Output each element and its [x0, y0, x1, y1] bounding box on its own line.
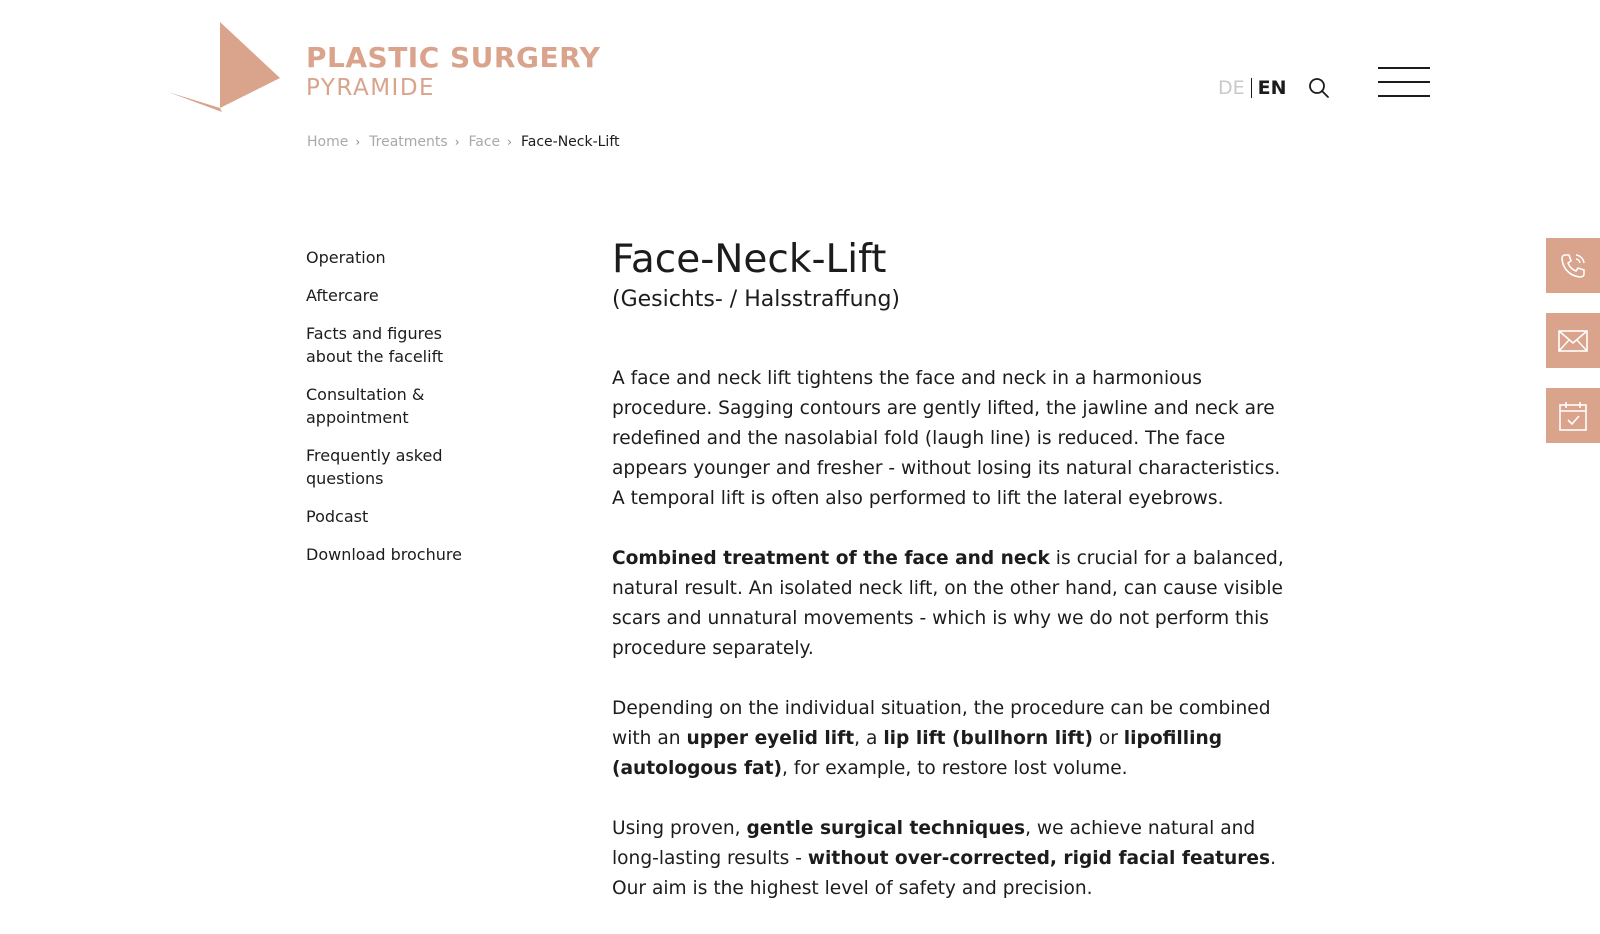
- techniques-paragraph: [612, 814, 1292, 904]
- pyramid-logo-icon: [168, 22, 284, 114]
- chevron-right-icon: ›: [507, 135, 512, 149]
- menu-button[interactable]: [1378, 67, 1430, 97]
- breadcrumb-face[interactable]: Face: [468, 134, 501, 150]
- intro-paragraph: A face and neck lift tightens the face and neck in a harmonious procedure. Sagging contours are gently lifted, the jawline and neck are redefined and the nasolabial fold (laugh line) is reduced. The face appears younger and fresher - without losing its natural characteristics. A temporal lift is often also performed to lift the lateral eyebrows.: [612, 368, 1281, 509]
- chevron-right-icon: ›: [454, 135, 460, 149]
- paragraph-text: , a: [854, 728, 884, 749]
- section-nav-operation[interactable]: Operation: [306, 248, 386, 267]
- bold-text: without over-corrected, rigid facial features: [807, 848, 1271, 869]
- brand-line1: PLASTIC SURGERY: [306, 41, 601, 74]
- calendar-icon: [1558, 400, 1588, 432]
- combined-treatment-paragraph: [612, 544, 1292, 664]
- paragraph-text: is crucial for a balanced, natural result. An isolated neck lift, on the other hand, can cause visible scars and unnatural movements - which is why we do not perform this procedure separately.: [612, 548, 1284, 659]
- paragraph-text: , we achieve natural and long-lasting results -: [612, 818, 1256, 869]
- section-nav-facts[interactable]: Facts and figures about the facelift: [306, 324, 444, 366]
- section-nav: [306, 246, 486, 581]
- combination-paragraph: [612, 694, 1292, 784]
- lang-de-link[interactable]: DE: [1218, 77, 1245, 99]
- phone-cta-button[interactable]: [1546, 238, 1600, 293]
- page-title: Face-Neck-Lift: [612, 237, 887, 282]
- bold-text: gentle surgical techniques: [746, 818, 1026, 839]
- hamburger-menu-icon: [1378, 67, 1430, 69]
- bold-text: lipofilling (autologous fat): [612, 728, 1223, 779]
- bold-text: Combined treatment of the face and neck: [612, 548, 1050, 569]
- paragraph-text: Depending on the individual situation, the procedure can be combined with an: [612, 698, 1271, 749]
- bold-text: upper eyelid lift: [686, 728, 855, 749]
- appointment-cta-button[interactable]: [1546, 388, 1600, 443]
- breadcrumb-treatments[interactable]: Treatments: [369, 134, 448, 150]
- mail-icon: [1557, 328, 1589, 354]
- main-content: [612, 236, 1292, 934]
- hamburger-line: [1378, 95, 1430, 97]
- section-nav-aftercare[interactable]: Aftercare: [306, 286, 379, 305]
- chevron-right-icon: ›: [355, 135, 361, 149]
- section-nav-podcast[interactable]: Podcast: [306, 507, 369, 526]
- mail-cta-button[interactable]: [1546, 313, 1600, 368]
- hamburger-line: [1378, 81, 1430, 83]
- phone-icon: [1557, 250, 1589, 282]
- section-nav-faq[interactable]: Frequently asked questions: [306, 446, 443, 488]
- section-nav-brochure[interactable]: Download brochure: [306, 545, 462, 564]
- search-button[interactable]: [1308, 77, 1330, 99]
- paragraph-text: Using proven,: [612, 818, 747, 839]
- breadcrumb-home[interactable]: Home: [307, 134, 349, 150]
- search-icon: [1308, 77, 1330, 99]
- bold-text: lip lift (bullhorn lift): [883, 728, 1093, 749]
- paragraph-text: , for example, to restore lost volume.: [781, 758, 1128, 779]
- breadcrumb-current: Face-Neck-Lift: [520, 134, 620, 150]
- lang-divider: [1251, 78, 1252, 98]
- brand-name: [306, 42, 600, 102]
- breadcrumb: [307, 134, 620, 150]
- logo-link[interactable]: [168, 22, 601, 114]
- paragraph-text: or: [1092, 728, 1124, 749]
- section-nav-consultation[interactable]: Consultation & appointment: [306, 385, 425, 427]
- language-switcher: [1218, 77, 1287, 99]
- paragraph-text: . Our aim is the highest level of safety and precision.: [612, 848, 1277, 899]
- brand-line2: PYRAMIDE: [306, 75, 436, 101]
- lang-en-link[interactable]: EN: [1257, 77, 1287, 99]
- page-subtitle: (Gesichts- / Halsstraffung): [612, 287, 901, 312]
